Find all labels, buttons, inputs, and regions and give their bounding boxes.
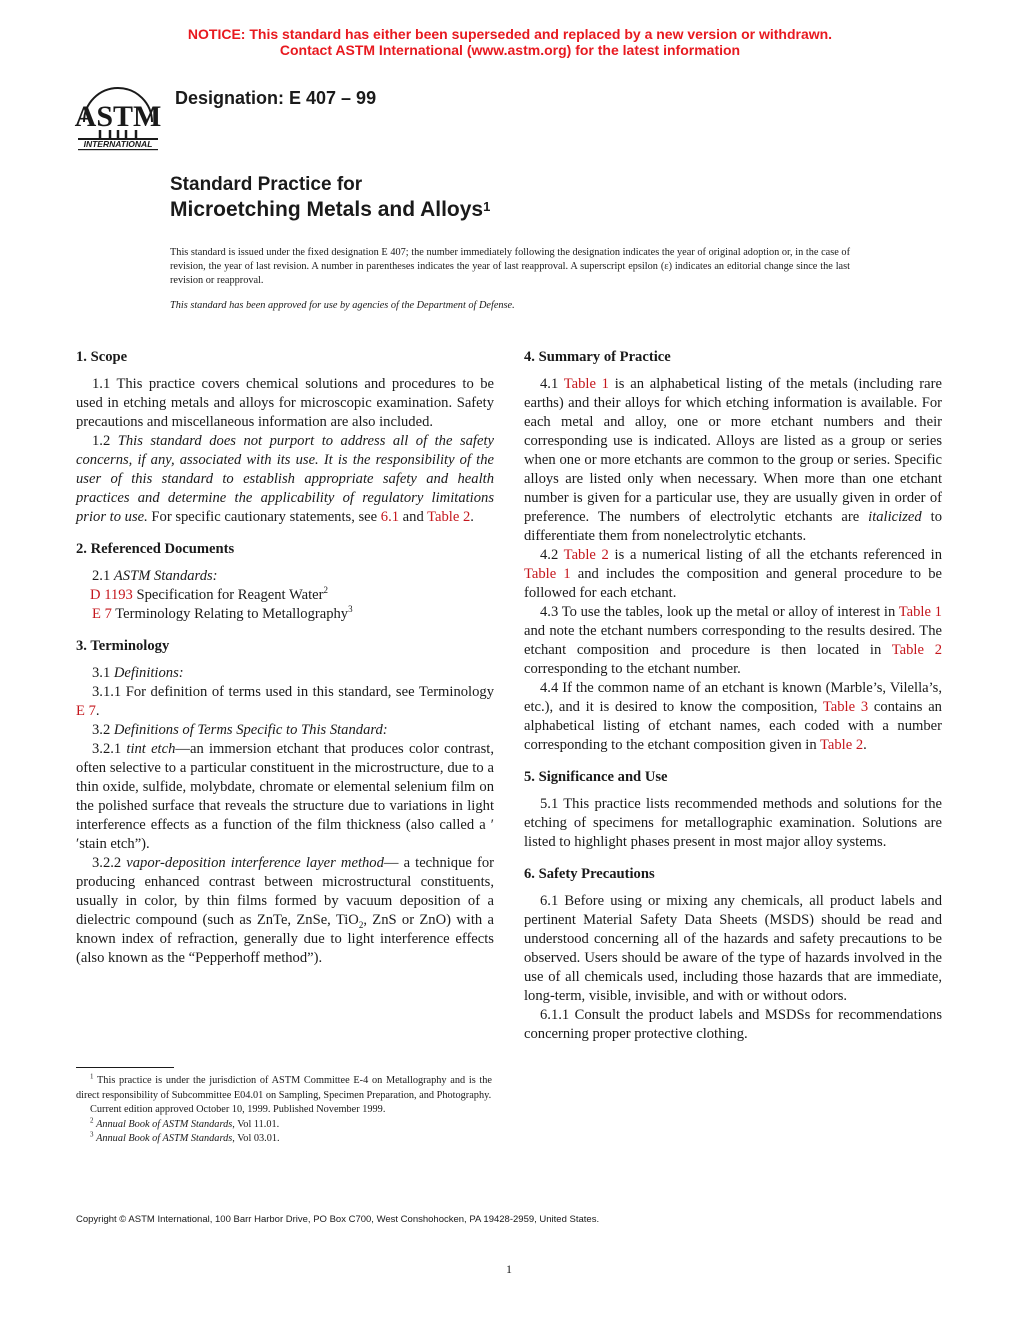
para-text: and note the etchant numbers corresponding to the results desired. The etchant composition and procedure is then located in: [524, 623, 942, 658]
footnote-ref: 2: [323, 585, 328, 596]
footnote-text: This practice is under the jurisdiction of ASTM Committee E-4 on Metallography and is the direct responsibility of Subcommittee E04.01 on Sampling, Specimen Preparation, and Photography.: [76, 1075, 492, 1101]
footnote-ref: 3: [348, 604, 353, 615]
astm-logo: [70, 74, 166, 158]
term-vapor-deposition: vapor-deposition interference layer method: [126, 855, 384, 871]
issuance-statement: This standard is issued under the fixed designation E 407; the number immediately following the designation indicates the year of original adoption or, in the case of revision, the year of last revision. A number in parentheses indicates the year of last reapproval. A superscript epsilon (ε) indicates an editorial change since the last revision or reapproval.: [170, 247, 850, 286]
subscript: 2: [358, 919, 364, 930]
para-text: is an alphabetical listing of the metals (including rare earths) and their alloys for which etching information is available. For each metal and alloy, one or more etchant numbers and their corresponding use is indicated. Alloys are listed as a group or series when one or more etchants are common to the group or series. Specific alloys are listed only when necessary. When more than one etchant number is given for a particular use, they are usually given in order of preference. The numbers of electrolytic etchants are: [524, 376, 942, 525]
para-text: and: [399, 509, 428, 525]
page-number: 1: [506, 1262, 512, 1276]
title-main: Microetching Metals and Alloys: [170, 198, 484, 221]
reference-d1193: [74, 586, 494, 605]
paragraph-4-2: [524, 546, 942, 603]
paragraph-6-1-1: 6.1.1 Consult the product labels and MSDSs for recommendations concerning proper protective clothing.: [524, 1007, 942, 1042]
para-text: For specific cautionary statements, see: [147, 509, 381, 525]
reference-title: Specification for Reagent Water: [132, 587, 324, 603]
section-heading-significance: 5. Significance and Use: [524, 769, 668, 785]
link-e7[interactable]: E 7: [76, 703, 96, 719]
paragraph-1-2: [76, 432, 494, 527]
section-heading-referenced-documents: 2. Referenced Documents: [76, 541, 235, 557]
logo-letters: ASTM: [74, 100, 162, 133]
para-number: 1.2: [92, 433, 118, 449]
para-text: .: [470, 509, 474, 525]
term-tint-etch: tint etch: [126, 741, 176, 757]
title-footnote-mark: 1: [483, 199, 491, 214]
page-title: [170, 173, 490, 223]
withdrawal-notice: [0, 26, 1020, 58]
footnote-2: [76, 1118, 492, 1133]
footnote-divider: [76, 1067, 174, 1068]
link-section-6-1[interactable]: 6.1: [380, 509, 400, 525]
para-number: 4.1: [540, 376, 564, 392]
designation: Designation: E 407 – 99: [175, 88, 377, 108]
paragraph-3-1: [76, 664, 494, 683]
section-heading-summary: 4. Summary of Practice: [524, 349, 671, 365]
paragraph-3-2-2: [76, 854, 494, 968]
footnote-mark: 2: [90, 1116, 94, 1125]
paragraph-3-2: [76, 721, 494, 740]
footnote-book-title: Annual Book of ASTM Standards: [96, 1118, 233, 1130]
para-text: , ZnS or ZnO) with a known index of refraction, generally due to light interference effects (also known as the “Pepperhoff method”).: [76, 912, 494, 966]
para-number: 3.2.2: [92, 855, 127, 871]
astm-standards-label: ASTM Standards:: [113, 568, 218, 584]
footnote-mark: 3: [90, 1130, 94, 1139]
safety-caveat: This standard does not purport to address all of the safety concerns, if any, associated with its use. It is the responsibility of the user of this standard to establish appropriate safety and health practices and determine the applicability of regulatory limitations prior to use.: [76, 433, 494, 525]
link-d1193[interactable]: D 1193: [90, 587, 133, 603]
link-table-3[interactable]: Table 3: [822, 699, 869, 715]
para-number: 3.2.1: [92, 741, 127, 757]
notice-line-2: Contact ASTM International (www.astm.org) for the latest information: [279, 42, 741, 58]
notice-line-1: NOTICE: This standard has either been superseded and replaced by a new version or withdrawn.: [187, 26, 833, 42]
para-text: — a technique for producing enhanced contrast between microstructural constituents, usually in color, by thin films formed by vacuum deposition of a dielectric compound (such as ZnTe, ZnSe, TiO: [76, 855, 494, 928]
link-table-2[interactable]: Table 2: [563, 547, 609, 563]
footnote-text: , Vol 11.01.: [232, 1118, 280, 1130]
logo-subtext: INTERNATIONAL: [83, 139, 153, 149]
para-text: .: [95, 703, 100, 719]
footnote-mark: 1: [90, 1072, 94, 1081]
footnote-3: [76, 1132, 492, 1147]
italic-word: italicized: [868, 509, 922, 525]
link-table-1[interactable]: Table 1: [898, 604, 942, 620]
para-number: 3.1: [92, 665, 114, 681]
paragraph-3-1-1: [76, 683, 494, 721]
left-column: [76, 345, 494, 968]
section-heading-terminology: 3. Terminology: [76, 638, 170, 654]
footnote-1: [76, 1074, 492, 1103]
footnote-text: , Vol 03.01.: [232, 1133, 280, 1144]
link-e7[interactable]: E 7: [92, 606, 112, 622]
paragraph-1-1: 1.1 This practice covers chemical solutions and procedures to be used in etching metals and alloys for microscopic examination. Safety precautions and miscellaneous information are also included.: [76, 376, 494, 430]
link-table-2[interactable]: Table 2: [427, 509, 471, 525]
para-text: corresponding to the etchant number.: [524, 661, 741, 677]
reference-e7: [76, 605, 494, 624]
para-text: 3.1.1 For definition of terms used in this standard, see Terminology: [92, 684, 494, 700]
para-text: 4.3 To use the tables, look up the metal or alloy of interest in: [540, 604, 899, 620]
section-heading-scope: 1. Scope: [76, 349, 128, 365]
footnote-1-edition: Current edition approved October 10, 1999. Published November 1999.: [90, 1104, 386, 1115]
reference-title: Terminology Relating to Metallography: [111, 606, 349, 622]
paragraph-4-1: [524, 375, 942, 546]
para-text: and includes the composition and general procedure to be followed for each etchant.: [524, 566, 942, 601]
link-table-1[interactable]: Table 1: [563, 376, 609, 392]
paragraph-5-1: 5.1 This practice lists recommended methods and solutions for the etching of specimens for metallographic examination. Solutions are listed to highlight phases present in most major alloy systems.: [524, 796, 942, 850]
para-text: contains an alphabetical listing of etchant names, each coded with a number corresponding to the etchant composition given in: [524, 699, 942, 753]
para-text: is a numerical listing of all the etchants referenced in: [608, 547, 942, 563]
para-number: 2.1: [92, 568, 114, 584]
footnote-book-title: Annual Book of ASTM Standards: [96, 1133, 233, 1144]
link-table-1[interactable]: Table 1: [524, 566, 571, 582]
footnotes: [76, 1074, 492, 1147]
title-line-1: Standard Practice for: [170, 174, 363, 195]
para-number: 4.2: [540, 547, 564, 563]
para-text: 4.4 If the common name of an etchant is known (Marble’s, Vilella’s, etc.), and it is desired to know the composition,: [524, 680, 942, 715]
definitions-label: Definitions:: [113, 665, 184, 681]
copyright-line: Copyright © ASTM International, 100 Barr Harbor Drive, PO Box C700, West Conshohocken, PA 19428-2959, United States.: [76, 1214, 600, 1225]
definitions-specific-label: Definitions of Terms Specific to This Standard:: [113, 722, 388, 738]
link-table-2[interactable]: Table 2: [820, 737, 864, 753]
para-text: —an immersion etchant that produces color contrast, often selective to a particular constituent in the microstructure, due to a thin oxide, sulfide, molybdate, chromate or elemental selenium film on the polished surface that reveals the structure due to variations in light interference effects as a function of the film thickness (also called a ′′stain etch”).: [76, 741, 494, 852]
para-text: .: [863, 737, 867, 753]
title-line-2: [170, 197, 490, 223]
paragraph-4-3: [524, 603, 942, 679]
right-column: [524, 345, 942, 1044]
paragraph-2-1: [76, 567, 494, 586]
para-text: to differentiate them from nonelectrolytic etchants.: [524, 509, 942, 544]
paragraph-4-4: [524, 679, 942, 755]
dod-approval-statement: This standard has been approved for use by agencies of the Department of Defense.: [170, 300, 515, 311]
para-number: 3.2: [92, 722, 114, 738]
link-table-2[interactable]: Table 2: [891, 642, 942, 658]
paragraph-3-2-1: [76, 740, 494, 854]
section-heading-safety: 6. Safety Precautions: [524, 866, 655, 882]
paragraph-6-1: 6.1 Before using or mixing any chemicals, all product labels and pertinent Material Safety Data Sheets (MSDS) should be read and understood concerning all of the hazards and safety precautions to be observed. Users should be aware of the type of hazards involved in the use of all chemicals used, including those hazards that are immediate, long-term, visible, invisible, and with or without odors.: [524, 893, 942, 1004]
